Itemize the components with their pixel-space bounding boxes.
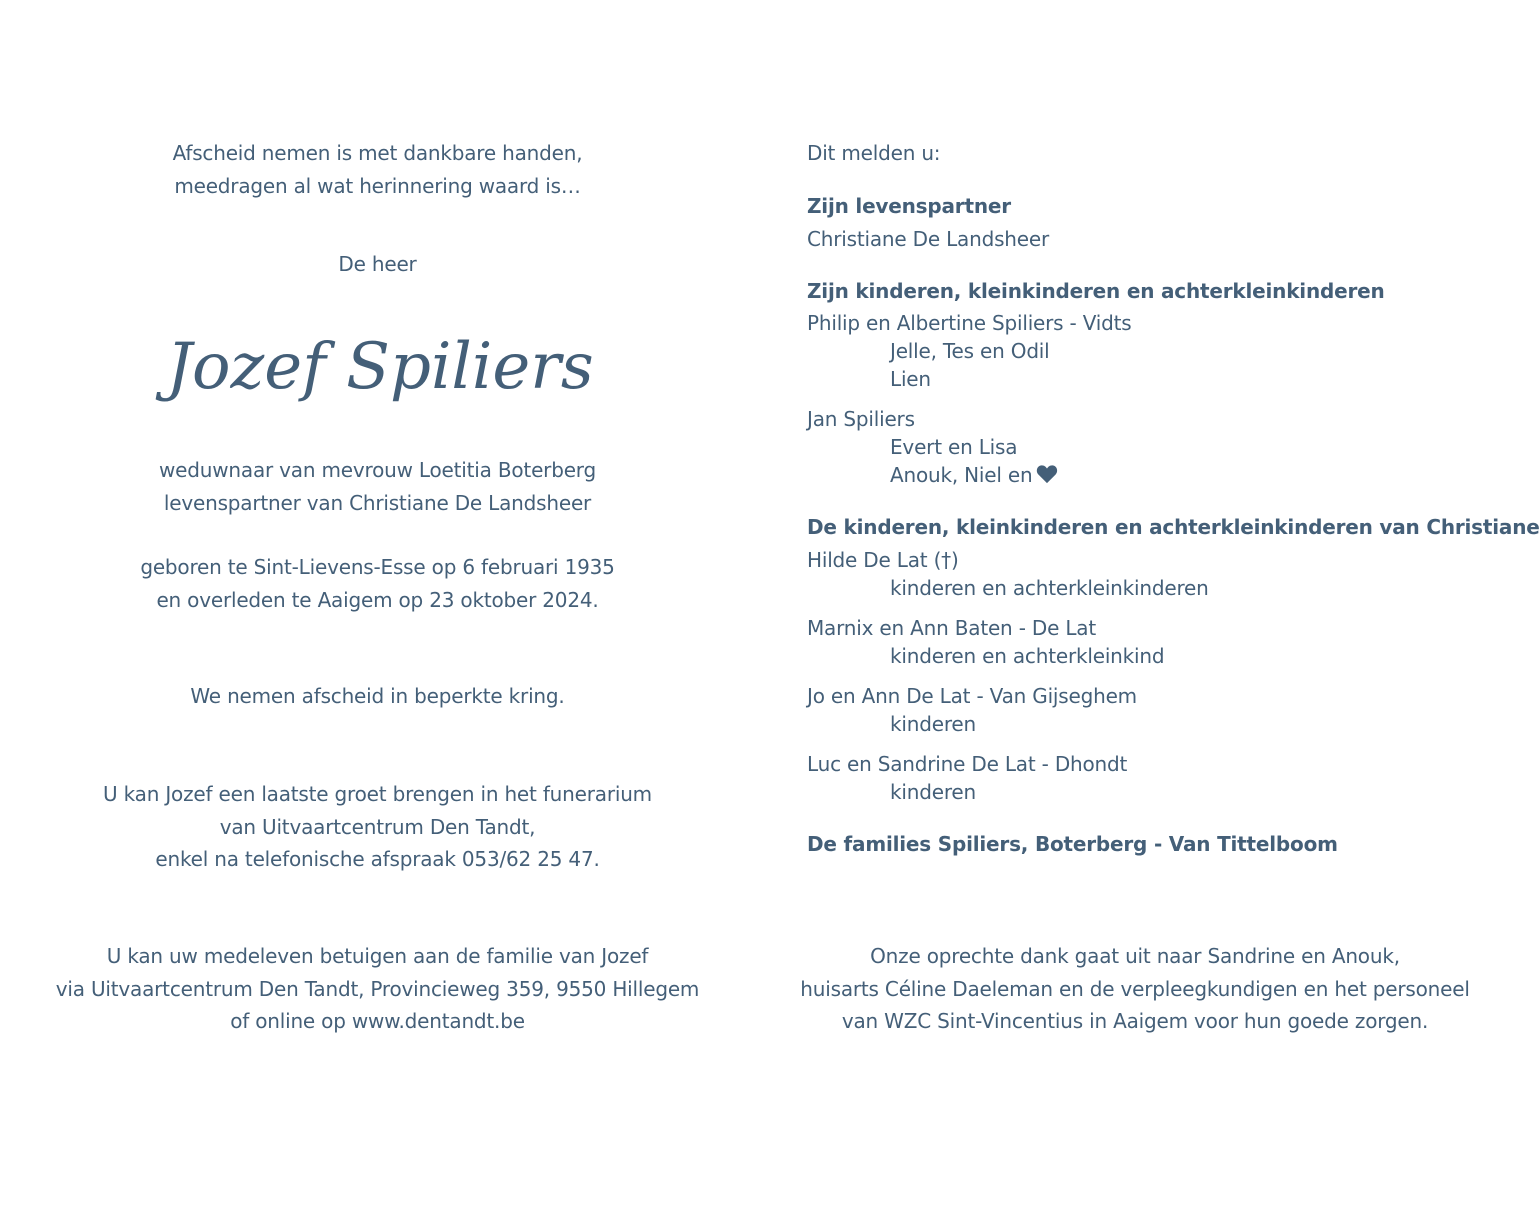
- birth-line: geboren te Sint-Lievens-Esse op 6 februari 1935: [140, 555, 615, 579]
- family-philip: [807, 309, 1497, 393]
- deceased-name-signature: [166, 300, 594, 430]
- condolences-line-2: via Uitvaartcentrum Den Tandt, Provincieweg 359, 9550 Hillegem: [55, 976, 700, 1001]
- family-kids: Evert en Lisa: [890, 435, 1018, 459]
- children-heading-block: [807, 275, 1497, 308]
- family-parents: Jo en Ann De Lat - Van Gijseghem: [807, 684, 1137, 708]
- relations: [30, 454, 725, 519]
- relation-line-2: levenspartner van Christiane De Landsheer: [163, 490, 592, 515]
- salutation: [30, 248, 725, 281]
- quote-line-2: meedragen al wat herinnering waard is…: [174, 173, 581, 198]
- condolences-line-3: of online op www.dentandt.be: [230, 1009, 525, 1033]
- family-kids-text: Anouk, Niel en: [890, 463, 1033, 487]
- quote-line-1: Afscheid nemen is met dankbare handen,: [172, 141, 583, 165]
- family-kids: kinderen: [890, 780, 976, 804]
- family-kids: Lien: [890, 367, 931, 391]
- farewell-text: We nemen afscheid in beperkte kring.: [190, 684, 565, 708]
- family-parents: Luc en Sandrine De Lat - Dhondt: [807, 752, 1128, 776]
- partner-heading: Zijn levenspartner: [807, 194, 1011, 218]
- cfamily-marnix: [807, 614, 1497, 670]
- cfamily-jo: [807, 682, 1497, 738]
- visit-line-2: van Uitvaartcentrum Den Tandt,: [219, 814, 536, 839]
- visit-info: [30, 778, 725, 876]
- thanks: [790, 940, 1480, 1038]
- family-kids: kinderen en achterkleinkinderen: [890, 576, 1209, 600]
- salutation-text: De heer: [338, 252, 417, 276]
- thanks-line-1: Onze oprechte dank gaat uit naar Sandrine en Anouk,: [870, 944, 1400, 968]
- opening-quote: [30, 137, 725, 202]
- family-parents: Philip en Albertine Spiliers - Vidts: [807, 311, 1132, 335]
- deceased-name: Jozef Spiliers: [166, 330, 594, 404]
- family-parents: Marnix en Ann Baten - De Lat: [807, 616, 1096, 640]
- families-heading: De families Spiliers, Boterberg - Van Tittelboom: [807, 832, 1338, 856]
- thanks-line-3: van WZC Sint-Vincentius in Aaigem voor hun goede zorgen.: [841, 1009, 1429, 1033]
- family-parents: Hilde De Lat (†): [807, 548, 959, 572]
- farewell: [30, 680, 725, 713]
- intro: [807, 137, 1497, 170]
- family-kids-with-heart: [807, 461, 1497, 489]
- family-kids: kinderen en achterkleinkind: [890, 644, 1165, 668]
- partner-section: [807, 190, 1497, 255]
- death-line: en overleden te Aaigem op 23 oktober 2024.: [156, 587, 599, 612]
- cfamily-hilde: [807, 546, 1497, 602]
- condolences-info: [30, 940, 725, 1038]
- visit-line-3: enkel na telefonische afspraak 053/62 25 47.: [155, 847, 600, 871]
- cfamily-luc: [807, 750, 1497, 806]
- relation-line-1: weduwnaar van mevrouw Loetitia Boterberg: [159, 458, 596, 482]
- intro-text: Dit melden u:: [807, 141, 941, 165]
- children-heading: Zijn kinderen, kleinkinderen en achterkleinkinderen: [807, 279, 1385, 303]
- family-kids: Jelle, Tes en Odil: [890, 339, 1050, 363]
- christiane-heading-block: [807, 511, 1540, 544]
- christiane-heading: De kinderen, kleinkinderen en achterkleinkinderen van Christiane: [807, 515, 1540, 539]
- heart-icon: [1036, 464, 1058, 484]
- family-jan: [807, 405, 1497, 489]
- visit-line-1: U kan Jozef een laatste groet brengen in het funerarium: [103, 782, 652, 806]
- thanks-line-2: huisarts Céline Daeleman en de verpleegkundigen en het personeel: [800, 976, 1470, 1001]
- families-block: [807, 828, 1497, 861]
- birth-death: [30, 551, 725, 616]
- condolences-line-1: U kan uw medeleven betuigen aan de familie van Jozef: [106, 944, 649, 968]
- family-kids: kinderen: [890, 712, 976, 736]
- family-parents: Jan Spiliers: [807, 407, 915, 431]
- partner-name: Christiane De Landsheer: [807, 226, 1049, 251]
